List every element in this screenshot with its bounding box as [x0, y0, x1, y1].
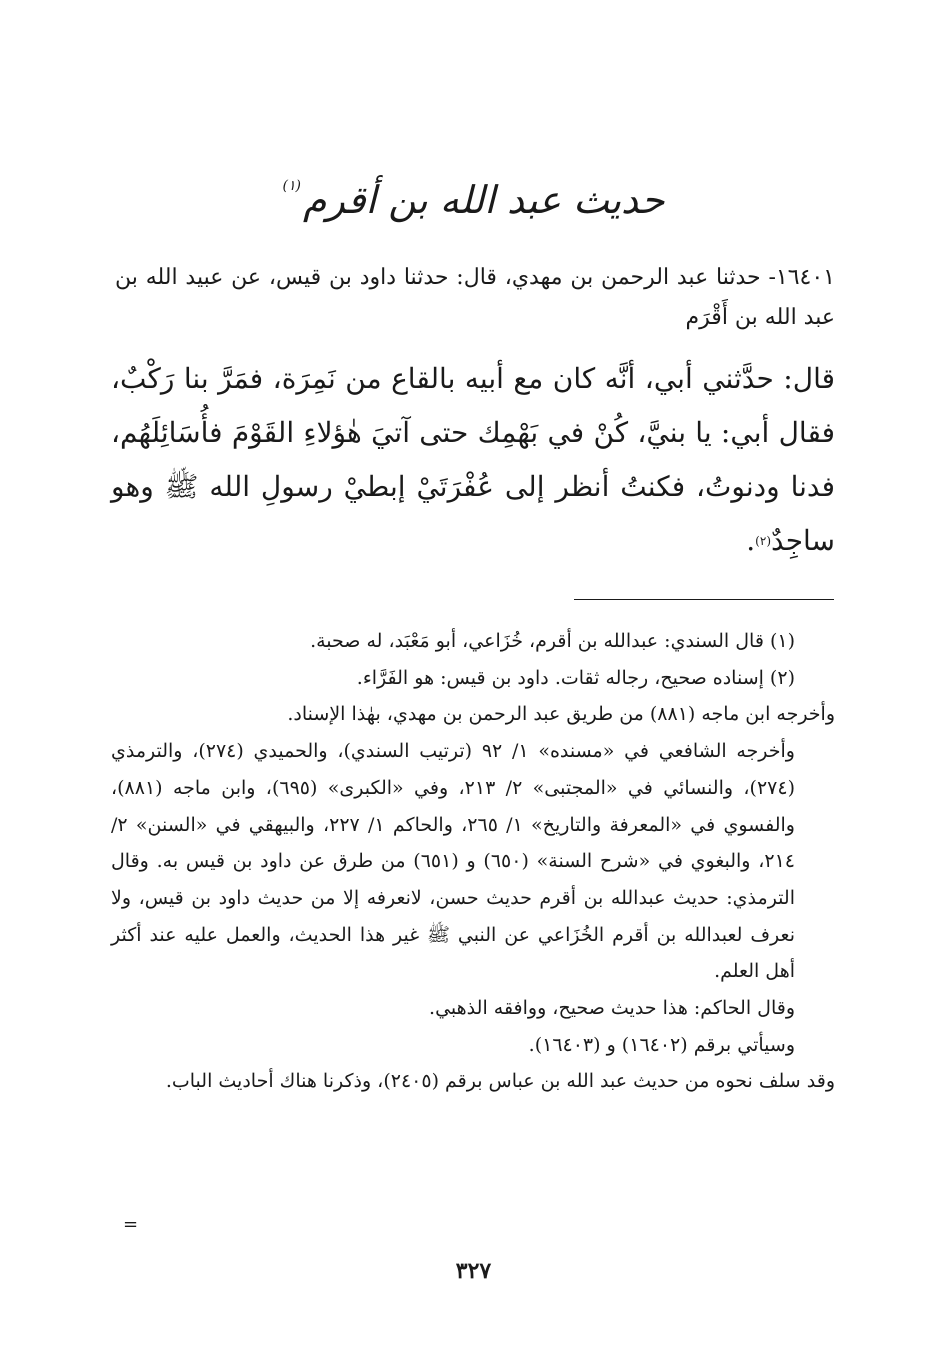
- footnote-paragraph: وقال الحاكم: هذا حديث صحيح، ووافقه الذهبي.: [429, 997, 795, 1020]
- hadith-matn-text: قال: حدَّثني أبي، أنَّه كان مع أبيه بالقاع من نَمِرَة، فمَرَّ بنا رَكْبٌ، فقال أبي: يا بنيَّ، كُنْ في بَهْمِك حتى آتيَ هٰؤلاءِ القَوْمَ فأُسَائِلَهُم، فدنا ودنوتُ، فكنتُ أنظر إلى عُفْرَتَيْ إبطيْ رسولِ الله ﷺ وهو ساجِدٌ: [111, 362, 835, 557]
- hadith-isnad: ١٦٤٠١- حدثنا عبد الرحمن بن مهدي، قال: حدثنا داود بن قيس، عن عبيد الله بن عبد الله بن أَقْرَم: [115, 265, 835, 330]
- footnotes: [111, 623, 835, 1100]
- matn-end: .: [746, 524, 756, 557]
- page-number: ٣٢٧: [455, 1258, 492, 1284]
- footnote-2: (٢) إسناده صحيح، رجاله ثقات. داود بن قيس: هو الفَرَّاء.: [356, 666, 795, 689]
- footnote-1: (١) قال السندي: عبدالله بن أقرم، خُزَاعي، أبو مَعْبَد، له صحبة.: [310, 630, 795, 652]
- footnote-paragraph: وقد سلف نحوه من حديث عبد الله بن عباس برقم (٢٤٠٥)، وذكرنا هناك أحاديث الباب.: [165, 1070, 835, 1093]
- footnote-paragraph: وأخرجه الشافعي في «مسنده» ١/ ٩٢ (ترتيب السندي)، والحميدي (٢٧٤)، والترمذي (٢٧٤)، والنسائي في «المجتبى» ٢/ ٢١٣، وفي «الكبرى» (٦٩٥)، وابن ماجه (٨٨١)، والفسوي في «المعرفة والتاريخ» ١/ ٢٦٥، والحاكم ١/ ٢٢٧، والبيهقي في «السنن» ٢/ ٢١٤، والبغوي في «شرح السنة» (٦٥٠) و (٦٥١) من طرق عن داود بن قيس به. وقال الترمذي: حديث عبدالله بن أقرم حديث حسن، لانعرفه إلا من حديث داود بن قيس، ولا نعرف لعبدالله بن أقرم الخُزَاعي عن النبي ﷺ غير هذا الحديث، والعمل عليه عند أكثر أهل العلم.: [111, 740, 795, 983]
- title-footnote-ref: (١): [282, 178, 301, 194]
- continuation-marker: =: [123, 1214, 139, 1235]
- section-title: [0, 178, 947, 222]
- footnote-paragraph: وأخرجه ابن ماجه (٨٨١) من طريق عبد الرحمن بن مهدي، بهٰذا الإسناد.: [287, 703, 835, 726]
- footnote-paragraph: وسيأتي برقم (١٦٤٠٢) و (١٦٤٠٣).: [528, 1033, 795, 1056]
- matn-footnote-ref: (٢): [755, 534, 771, 548]
- section-title-text: حديث عبد الله بن أقرم: [302, 178, 665, 222]
- footnote-divider: [574, 599, 834, 600]
- hadith-matn: [111, 352, 835, 568]
